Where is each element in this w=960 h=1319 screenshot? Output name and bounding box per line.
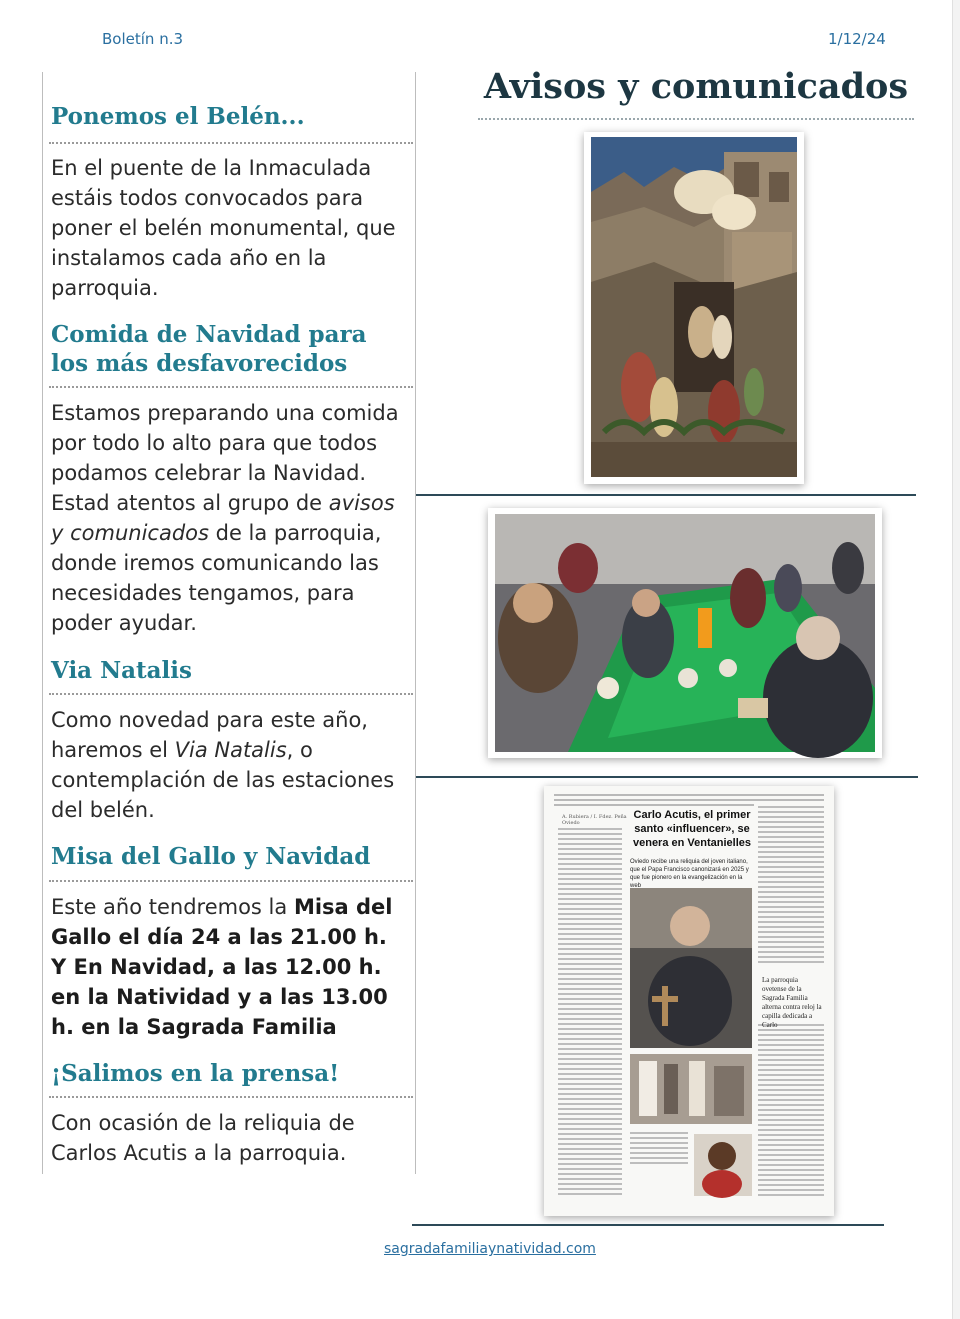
image-divider [416,776,918,778]
mass-times-bold: Misa del Gallo el día 24 a las 21.00 h. Y En Navidad, a las 12.00 h. en la Natividad y a las 13.00 h. en la Sagrada Familia [51,895,393,1039]
charity-meal-photo [488,508,882,758]
newspaper-byline: A. Rubiera / I. Fdez. Peña [562,814,627,820]
section-divider [49,693,413,695]
section-body-prensa: Con ocasión de la reliquia de Carlos Acutis a la parroquia. [51,1111,355,1165]
newspaper-headline: Carlo Acutis, el primer santo «influencer», se venera en Ventanielles [632,809,751,849]
nativity-scene-photo [584,132,804,484]
footer-divider [412,1224,884,1226]
bulletin-number: Boletín n.3 [102,30,184,48]
charity-meal-illustration [488,508,882,758]
page-title: Avisos y comunicados [483,66,909,107]
section-title-comida: Comida de Navidad para los más desfavorecidos [51,321,367,377]
section-body-via-natalis: Como novedad para este año, haremos el Via Natalis, o contemplación de las estaciones del belén. [51,708,395,822]
section-body-comida: Estamos preparando una comida por todo lo alto para que todos podamos celebrar la Navidad. Estad atentos al grupo de avisos y comunicados de la parroquia, donde iremos comunicando las necesidades tengamos, para poder ayudar. [51,401,399,635]
section-divider [49,142,413,144]
section-title-prensa: ¡Salimos en la prensa! [51,1060,340,1087]
newspaper-city: Oviedo [562,820,580,826]
newspaper-pullquote: La parroquia ovetense de la Sagrada Familia alterna contra reloj la capilla dedicada a Carlo [762,976,822,1029]
section-title-misa: Misa del Gallo y Navidad [51,843,371,870]
newspaper-clipping-photo [544,786,834,1216]
title-divider [478,118,914,120]
bulletin-date: 1/12/24 [828,30,886,48]
newspaper-subheadline: Oviedo recibe una reliquia del joven italiano, que el Papa Francisco canonizará en 2025 y que fue pionero en la evangelización en la web [630,859,749,889]
section-body-belen: En el puente de la Inmaculada estáis todos convocados para poner el belén monumental, que instalamos cada año en la parroquia. [51,156,396,300]
section-divider [49,880,413,882]
image-divider [416,494,916,496]
section-title-via-natalis: Via Natalis [51,657,192,684]
avisos-italic: avisos y comunicados [51,491,395,545]
via-natalis-italic: Via Natalis [174,738,287,762]
section-divider [49,386,413,388]
nativity-scene-illustration [584,132,804,484]
section-divider [49,1096,413,1098]
website-link[interactable]: sagradafamiliaynatividad.com [384,1241,596,1257]
section-body-misa: Este año tendremos la Misa del Gallo el día 24 a las 21.00 h. Y En Navidad, a las 12.00 h. en la Natividad y a las 13.00 h. en la Sagrada Familia [51,895,393,1039]
announcements-column [42,72,416,1174]
section-title-belen: Ponemos el Belén... [51,103,305,130]
